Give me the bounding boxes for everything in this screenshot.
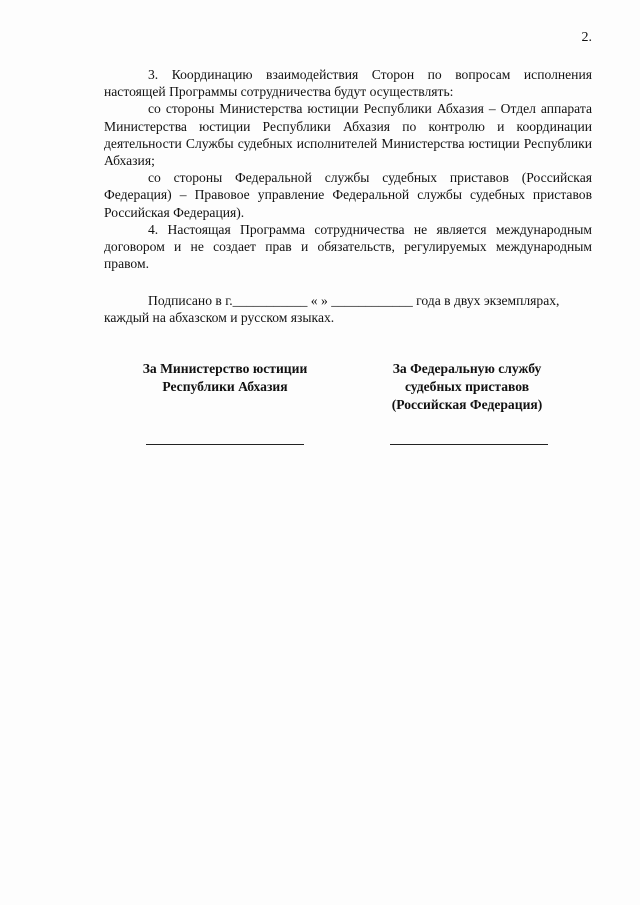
paragraph-bailiffs-service: со стороны Федеральной службы судебных приставов (Российская Федерация) – Правовое управление Федеральной службы судебных приставов Российская Федерация). (104, 170, 592, 220)
signing-statement (104, 292, 592, 326)
signature-block-abkhazia (120, 360, 330, 396)
paragraph-4: 4. Настоящая Программа сотрудничества не является международным договором и не создает прав и обязательств, регулируемых международным правом. (104, 221, 592, 272)
paragraph-justice-ministry: со стороны Министерства юстиции Республики Абхазия – Отдел аппарата Министерства юстиции Республики Абхазия по контролю и координации деятельности Службы судебных исполнителей Министерства юстиции Республики Абхазия; (104, 101, 592, 169)
signature-title-line2: Республики Абхазия (162, 379, 288, 394)
paragraph-3: 3. Координацию взаимодействия Сторон по вопросам исполнения настоящей Программы сотрудничества будут осуществлять: (104, 67, 592, 100)
signature-title-line3: (Российская Федерация) (391, 397, 543, 412)
signature-line-left (146, 444, 304, 445)
signature-block-russia (362, 360, 572, 414)
signature-line-right (390, 444, 548, 445)
page-number: 2. (581, 30, 592, 45)
signing-text: Подписано в г.___________ « » ____________ года в двух экземплярах, каждый на абхазском и русском языках. (104, 293, 560, 326)
signature-title-line1: За Министерство юстиции (142, 361, 308, 376)
signature-title-line2: судебных приставов (404, 379, 530, 394)
signature-title-line1: За Федеральную службу (392, 361, 542, 376)
body-text (104, 66, 592, 272)
